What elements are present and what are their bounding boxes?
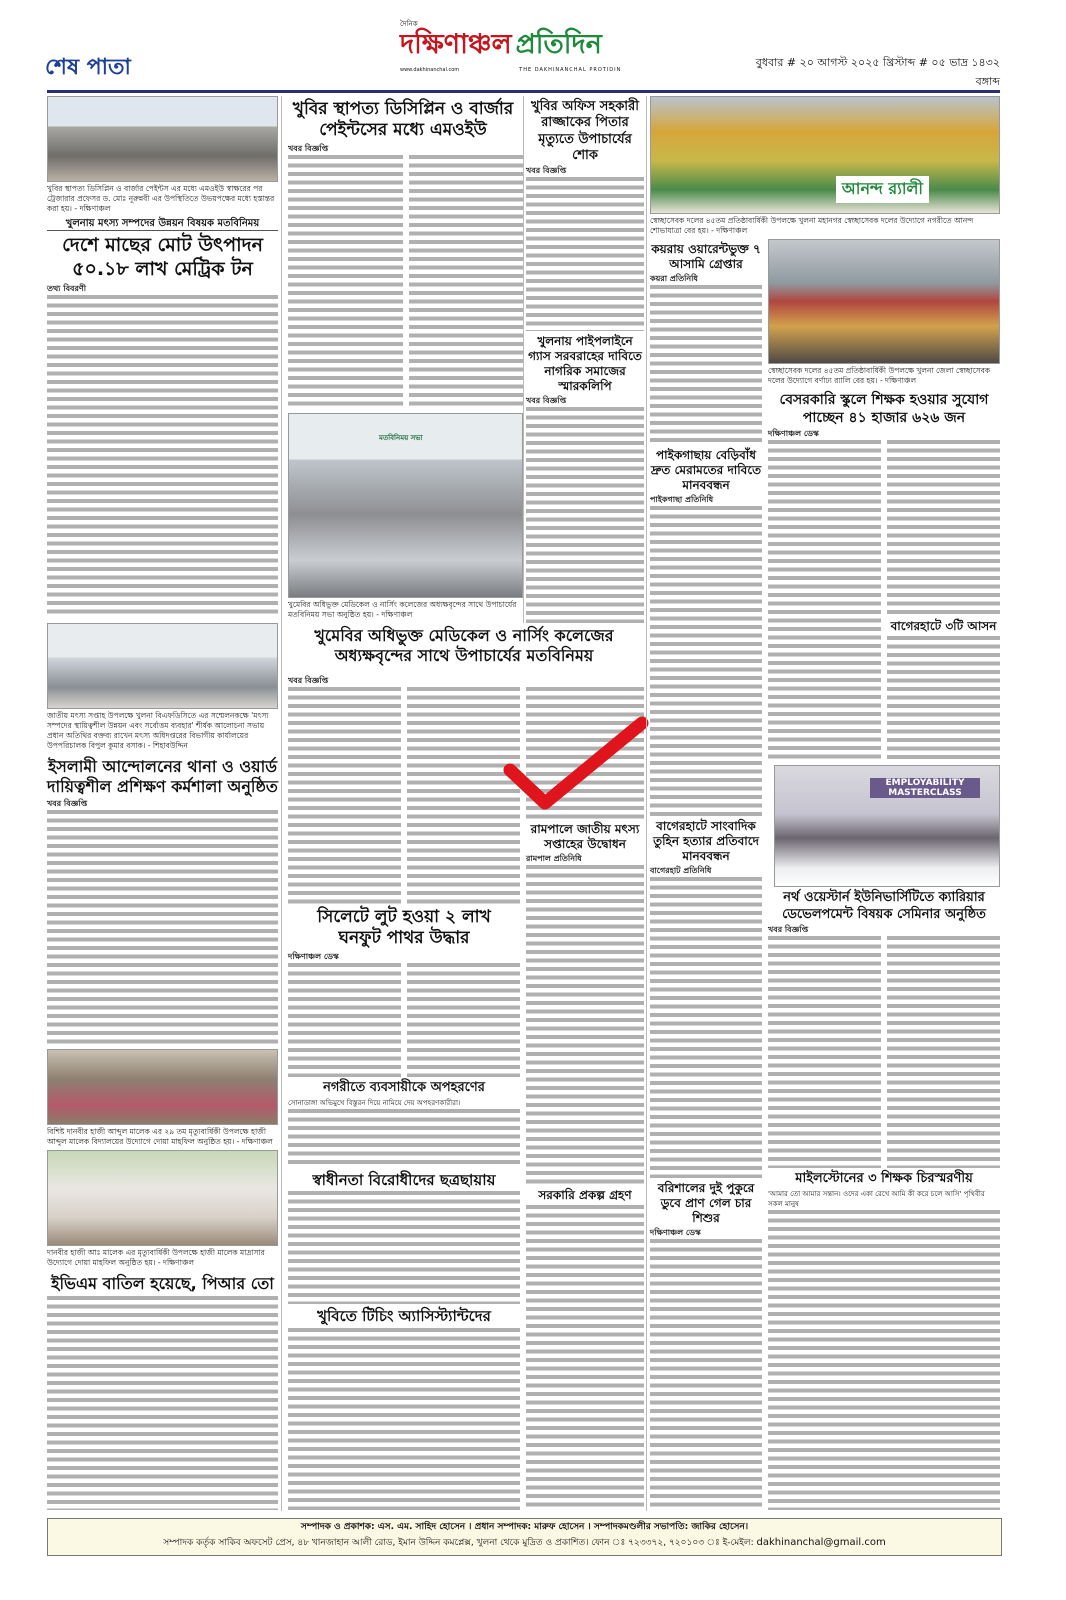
sylhet-byline: দক্ষিণাঞ্চল ডেস্ক bbox=[288, 951, 339, 961]
medical-body bbox=[288, 687, 520, 904]
rampal-byline: রামপাল প্রতিনিধি bbox=[526, 854, 582, 864]
gas-body bbox=[526, 407, 644, 623]
teacher-right-column bbox=[887, 440, 1000, 760]
mou-body-right bbox=[409, 155, 524, 409]
rally-caption: স্বেচ্ছাসেবক দলের ৪৫তম প্রতিষ্ঠাবার্ষিকী উপলক্ষে খুলনা মহানগর স্বেচ্ছাসেবক দলের উদ্যোগে নগরীতে আনন্দ শোভাযাত্রা বের হয়। - দক্ষিণাঞ্চল bbox=[650, 216, 974, 235]
doa-photo-1 bbox=[47, 1049, 278, 1125]
column-5-6 bbox=[650, 96, 1000, 1510]
milestone-headline: মাইলস্টোনের ৩ শিক্ষক চিরস্মরণীয় bbox=[795, 1170, 973, 1186]
column-6 bbox=[768, 239, 1000, 1510]
swadhinota-body bbox=[288, 1191, 520, 1304]
fish-headline-1: দেশে মাছের মোট উৎপাদন bbox=[62, 234, 263, 256]
condolence-headline: খুবির অফিস সহকারী রাজ্জাকের পিতার মৃত্যুতে উপাচার্যের শোক bbox=[531, 99, 639, 163]
doa-caption-1: বিশিষ্ট দানবীর হাজী আব্দুল মালেক এর ২৯ তম মৃত্যুবার্ষিকী উপলক্ষে হাজী আব্দুল মালেক বিদ্যালয়ের উদ্যোগে দোয়া মাহফিল অনুষ্ঠিত হয়। - দক্ষিণাঞ্চল bbox=[47, 1126, 273, 1146]
masthead-logo bbox=[400, 20, 720, 88]
teacher-headline-1: বেসরকারি স্কুলে শিক্ষক হওয়ার সুযোগ bbox=[779, 392, 989, 408]
abduction-headline: নগরীতে ব্যবসায়ীকে অপহরণের bbox=[323, 1079, 485, 1095]
sylhet-body-left bbox=[288, 963, 401, 1077]
koyra-headline: কয়রায় ওয়ারেন্টভুক্ত ৭ আসামি গ্রেপ্তার bbox=[651, 242, 761, 271]
teacher-byline: দক্ষিণাঞ্চল ডেস্ক bbox=[768, 429, 819, 438]
bagerhat3-body bbox=[887, 636, 1000, 760]
doa-photo-2 bbox=[47, 1150, 278, 1246]
islami-headline-1: ইসলামী আন্দোলনের থানা ও ওয়ার্ড bbox=[47, 757, 278, 777]
fish-headline-2: ৫০.১৮ লাখ মেট্রিক টন bbox=[72, 257, 253, 280]
nwu-body-left bbox=[768, 936, 881, 1168]
islami-body bbox=[47, 810, 278, 1043]
logo-part1: দক্ষিণাঞ্চল bbox=[400, 29, 512, 60]
column-divider bbox=[646, 96, 647, 1511]
paikgacha-body bbox=[650, 506, 762, 816]
column-2-bottom bbox=[288, 676, 520, 1510]
fish-body bbox=[47, 295, 278, 619]
teacher-headline-2: পাচ্ছেন ৪১ হাজার ৬২৬ জন bbox=[802, 409, 966, 426]
bagerhat-body bbox=[650, 877, 762, 1179]
meeting-banner: মতবিনিময় সভা bbox=[379, 434, 423, 442]
logo-url: www.dakhinanchal.com bbox=[400, 67, 460, 73]
khubi-teaching-body bbox=[288, 1328, 520, 1510]
logo-small: দৈনিক bbox=[400, 20, 418, 28]
rally-photo bbox=[650, 96, 1000, 214]
islami-byline: খবর বিজ্ঞপ্তি bbox=[47, 799, 88, 809]
imprint-line-1: সম্পাদক ও প্রকাশক: এস. এম. সাহিদ হোসেন । প্রধান সম্পাদক: মারুফ হোসেন । সম্পাদকমণ্ডলীর সভাপতি: জাকির হোসেন। bbox=[300, 1522, 749, 1532]
medical-byline: খবর বিজ্ঞপ্তি bbox=[288, 676, 329, 685]
abduction-lead: সোনাডাঙ্গা অভিমুখে বিস্তুরন দিয়ে নামিয়ে দেয় অপহরণকারীরা। bbox=[288, 1099, 461, 1108]
barishal-byline: দক্ষিণাঞ্চল ডেস্ক bbox=[650, 1228, 701, 1238]
logo-part2: প্রতিদিন bbox=[515, 29, 602, 60]
fish-week-photo bbox=[47, 623, 278, 709]
medical-headline-2: অধ্যক্ষবৃন্দের সাথে উপাচার্যের মতবিনিময় bbox=[334, 646, 594, 665]
doa-caption-2: দানবীর হাজী আঃ মালেক এর মৃত্যুবার্ষিকী উপলক্ষে হাজী মালেক মাদ্রাসার উদ্যোগে দোয়া মাহফিল অনুষ্ঠিত হয়। - দক্ষিণাঞ্চল bbox=[47, 1247, 265, 1267]
column-1 bbox=[47, 96, 278, 1510]
mou-body bbox=[283, 155, 523, 409]
logo-wordmark bbox=[400, 28, 602, 62]
section-label: শেষ পাতা bbox=[45, 55, 131, 80]
medical-meeting-photo bbox=[288, 413, 523, 598]
sylhet-headline-2: ঘনফুট পাথর উদ্ধার bbox=[338, 928, 470, 949]
mou-body-left bbox=[288, 155, 403, 409]
header-rule bbox=[47, 90, 1000, 93]
bagerhat-byline: বাগেরহাট প্রতিনিধি bbox=[650, 865, 712, 875]
column-divider bbox=[281, 96, 282, 1511]
logo-english: THE DAKHINANCHAL PROTIDIN bbox=[519, 67, 622, 73]
imprint-footer bbox=[47, 1518, 1002, 1556]
teacher-body bbox=[768, 440, 1000, 760]
bagerhat-headline: বাগেরহাটে সাংবাদিক তুহিন হত্যার প্রতিবাদে মানববন্ধন bbox=[653, 818, 759, 863]
rally-banner: আনন্দ র‍্যালী bbox=[836, 176, 929, 203]
nwu-headline-2: ডেভেলপমেন্ট বিষয়ক সেমিনার অনুষ্ঠিত bbox=[782, 906, 986, 922]
nwu-headline-1: নর্থ ওয়েস্টার্ন ইউনিভার্সিটিতে ক্যারিয়ার bbox=[783, 890, 985, 906]
fish-week-caption: জাতীয় মৎস্য সপ্তাহ উপলক্ষে খুলনা বিএফডিসিতে এর সম্মেলনকক্ষে 'মৎস্য সম্পদের স্থায়িত্বশীল উন্নয়ন এবং সর্বোত্তম ব্যবহার' শীর্ষক আলোচনা সভায় প্রধান অতিথির বক্তব্য রাখেন মৎস্য অধিদপ্তরের বিভাগীয় কার্যালয়ের উপপরিচালক বিপুল কুমার বসাক। - শিহাবউদ্দিন bbox=[47, 711, 269, 751]
mou-headline-2: পেইন্টসের মধ্যে এমওইউ bbox=[319, 120, 487, 141]
sylhet-body-right bbox=[407, 963, 520, 1077]
mou-photo-caption: খুবির স্থাপত্য ডিসিপ্লিন ও বার্জার পেইন্টস এর মধ্যে এমওইউ স্বাক্ষরের পর ট্রেজারার প্রফেসর ড. মোঃ নূরুন্নবী এর উপস্থিতিতে উভয়পক্ষের মধ্যে হস্তান্তর করা হয়। - দক্ষিণাঞ্চল bbox=[47, 184, 275, 213]
seminar-banner: EMPLOYABILITY MASTERCLASS bbox=[870, 778, 980, 798]
seminar-photo bbox=[774, 765, 1000, 887]
gas-byline: খবর বিজ্ঞপ্তি bbox=[526, 395, 567, 405]
rally-street-caption: স্বেচ্ছাসেবক দলের ৪৫তম প্রতিষ্ঠাবার্ষিকী উপলক্ষে খুলনা জেলা স্বেচ্ছাসেবক দলের উদ্যোগে বর্ণাঢ্য র‍্যালি বের হয়। - দক্ষিণাঞ্চল bbox=[768, 366, 991, 385]
milestone-body bbox=[768, 1210, 1000, 1510]
column-2-top bbox=[283, 96, 523, 623]
sylhet-body bbox=[288, 963, 520, 1077]
condolence-byline: খবর বিজ্ঞপ্তি bbox=[526, 166, 567, 175]
gas-headline: খুলনায় পাইপলাইনে গ্যাস সরবরাহের দাবিতে নাগরিক সমাজের স্মারকলিপি bbox=[528, 333, 642, 393]
column-divider bbox=[523, 96, 524, 623]
milestone-lead: 'আমার তো আমার সন্তান। ওদের একা রেখে আমি কী করে চলে আসি' পৃথিবীর সকল মানুষ bbox=[768, 1189, 985, 1208]
koyra-body bbox=[650, 285, 762, 445]
imprint-line-2 bbox=[48, 1535, 1001, 1551]
evm-headline: ইভিএম বাতিল হয়েছে, পিআর তো bbox=[51, 1273, 274, 1293]
column-5 bbox=[650, 239, 762, 1510]
sylhet-headline-1: সিলেটে লুট হওয়া ২ লাখ bbox=[317, 907, 491, 928]
project-body bbox=[526, 1205, 644, 1510]
teacher-body-right bbox=[887, 440, 1000, 616]
rampal-headline: রামপালে জাতীয় মৎস্য সপ্তাহের উদ্বোধন bbox=[530, 822, 640, 852]
islami-headline-2: দায়িত্বশীল প্রশিক্ষণ কর্মশালা অনুষ্ঠিত bbox=[47, 777, 278, 797]
fish-byline: তথ্য বিবরণী bbox=[47, 283, 87, 293]
mou-signing-photo bbox=[47, 96, 278, 182]
project-headline: সরকারি প্রকল্প গ্রহণ bbox=[538, 1188, 632, 1203]
swadhinota-headline: স্বাধীনতা বিরোধীদের ছত্রছায়ায় bbox=[312, 1170, 496, 1189]
bagerhat3-headline: বাগেরহাটে ৩টি আসন bbox=[890, 619, 997, 634]
mou-headline-1: খুবির স্থাপত্য ডিসিপ্লিন ও বার্জার bbox=[292, 99, 514, 119]
fish-kicker: খুলনায় মৎস্য সম্পদের উন্নয়ন বিষয়ক মতবিনিময় bbox=[47, 217, 278, 231]
condolence-body bbox=[526, 177, 644, 331]
rally-street-photo bbox=[768, 239, 1000, 364]
imprint-email[interactable]: dakhinanchal@gmail.com bbox=[756, 1537, 886, 1548]
issue-date: বুধবার # ২০ আগস্ট ২০২৫ খ্রিস্টাব্দ # ০৫ ভাদ্র ১৪৩২ বঙ্গাব্দ bbox=[755, 56, 1000, 88]
meeting-caption: খুমেবির অধিভুক্ত মেডিকেল ও নার্সিং কলেজের অধ্যক্ষবৃন্দের সাথে উপাচার্যের মতবিনিময় সভা অনুষ্ঠিত হয়। - দক্ষিণাঞ্চল bbox=[288, 600, 517, 619]
nwu-body-right bbox=[887, 936, 1000, 1168]
column-4-top bbox=[526, 96, 644, 623]
medical-headline-1: খুমেবির অধিভুক্ত মেডিকেল ও নার্সিং কলেজের bbox=[314, 626, 614, 645]
koyra-byline: কয়রা প্রতিনিধি bbox=[650, 274, 698, 283]
red-checkmark-icon bbox=[500, 715, 650, 815]
barishal-headline: বরিশালের দুই পুকুরে ডুবে প্রাণ গেল চার শিশুর bbox=[657, 1181, 755, 1226]
nwu-byline: খবর বিজ্ঞপ্তি bbox=[768, 924, 809, 934]
khubi-teaching-headline: খুবিতে টিচিং অ্যাসিস্ট্যান্টদের bbox=[317, 1307, 491, 1326]
medical-body-1 bbox=[288, 687, 401, 904]
logo-subline bbox=[400, 66, 621, 74]
mou-byline: খবর বিজ্ঞপ্তি bbox=[288, 143, 329, 153]
nwu-body bbox=[768, 936, 1000, 1168]
barishal-body bbox=[650, 1239, 762, 1510]
columns-5-6-body bbox=[650, 239, 1000, 1510]
medical-headline-block bbox=[283, 626, 645, 666]
paikgacha-byline: পাইকগাছা প্রতিনিধি bbox=[650, 495, 714, 505]
rampal-body bbox=[526, 865, 644, 1185]
imprint-address: সম্পাদক কর্তৃক সাকিব অফসেট প্রেস, ৪৮ খানজাহান আলী রোড, ইমান উদ্দিন কমপ্লেক্স, খুলনা থেকে মুদ্রিত ও প্রকাশিত। ফোন ঃ ৭২৩৩৭২, ৭২০১০৩ ঃ ই-মেইল: bbox=[163, 1538, 754, 1548]
paikgacha-headline: পাইকগাছায় বেড়িবাঁধ দ্রুত মেরামতের দাবিতে মানববন্ধন bbox=[650, 448, 762, 493]
teacher-body-left bbox=[768, 440, 881, 760]
evm-body bbox=[47, 1296, 278, 1510]
abduction-body bbox=[288, 1109, 520, 1168]
